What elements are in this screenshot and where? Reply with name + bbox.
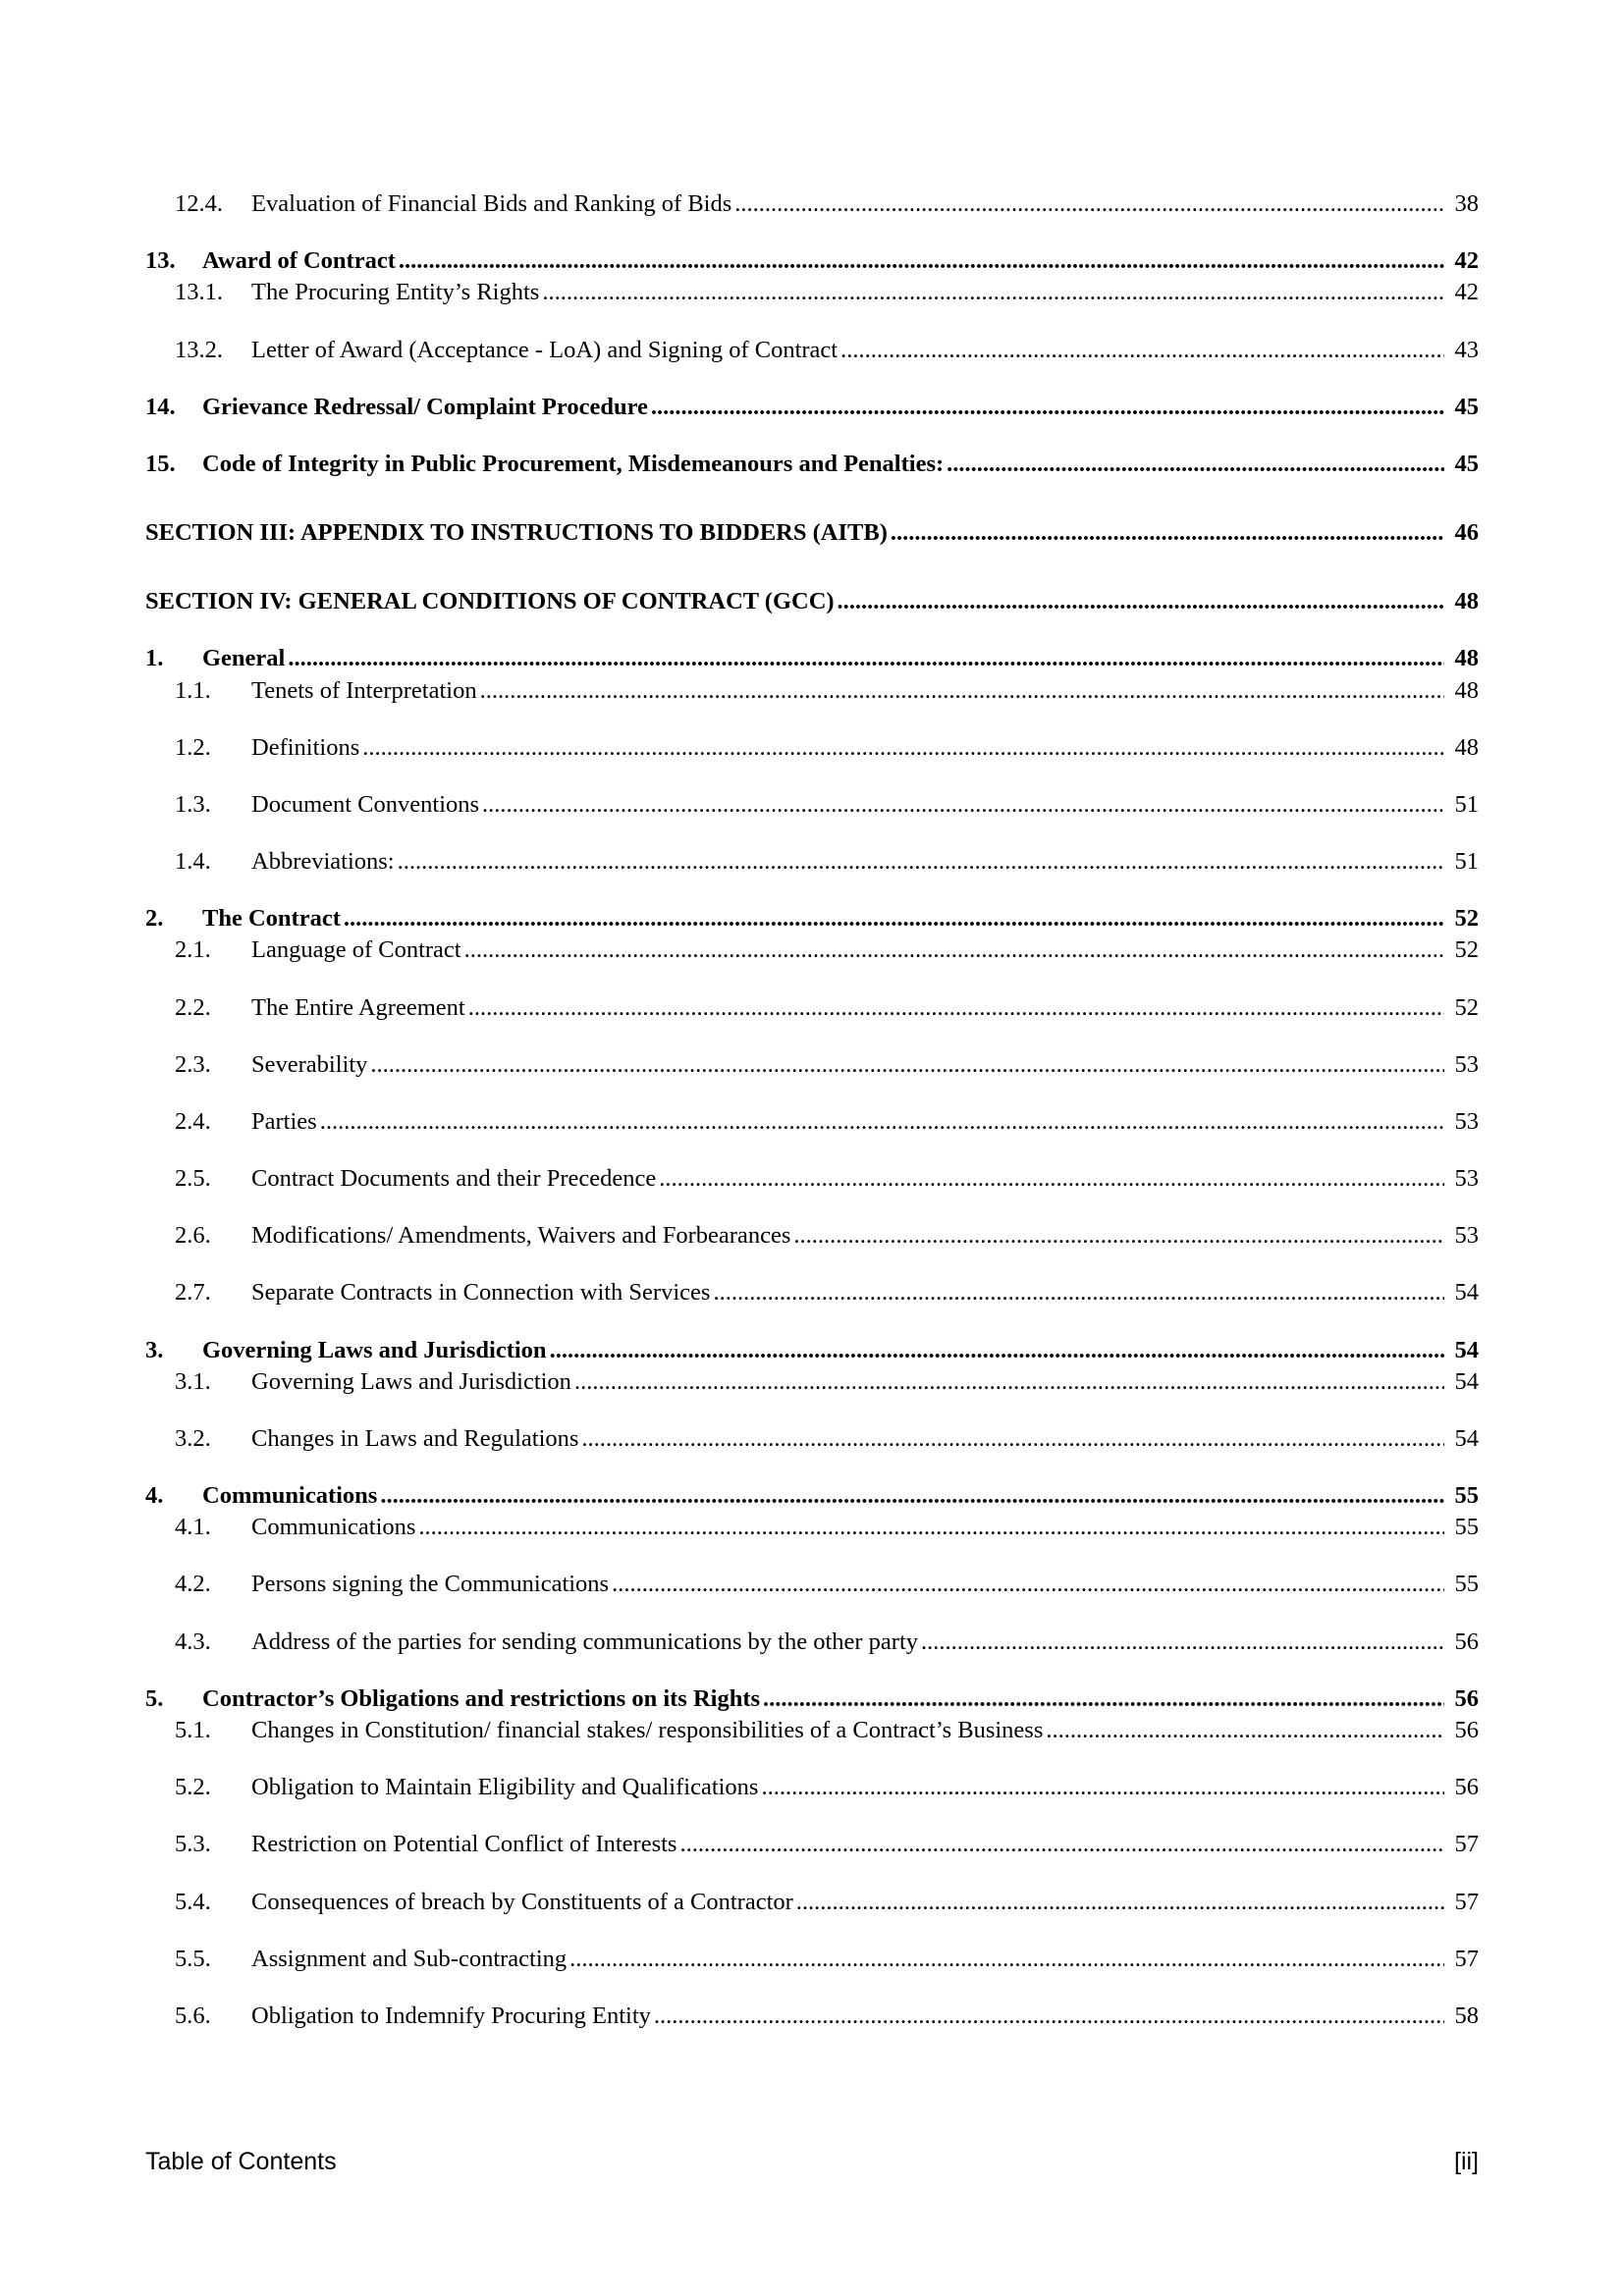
toc-leader-dots	[761, 1774, 1444, 1801]
toc-entry-title: Grievance Redressal/ Complaint Procedure	[202, 393, 648, 420]
toc-entry-title: SECTION IV: GENERAL CONDITIONS OF CONTRACT (GCC)	[145, 588, 835, 615]
toc-entry-page: 53	[1454, 1050, 1479, 1078]
toc-entry-title: Persons signing the Communications	[251, 1571, 610, 1598]
toc-entry-page: 56	[1454, 1628, 1479, 1655]
toc-entry-title: Obligation to Maintain Eligibility and Qualifications	[251, 1774, 759, 1801]
toc-leader-dots	[550, 1337, 1444, 1364]
toc-entry-page: 53	[1454, 1165, 1479, 1193]
toc-entry-number: 2.7.	[175, 1279, 211, 1307]
toc-entry-title: Parties	[251, 1107, 317, 1135]
toc-entry[interactable]	[145, 1629, 1479, 1656]
toc-leader-dots	[840, 337, 1444, 364]
toc-entry[interactable]	[145, 247, 1479, 275]
toc-entry-page: 58	[1454, 2002, 1479, 2029]
toc-leader-dots	[370, 1051, 1444, 1079]
toc-entry-number: 1.1.	[175, 676, 211, 704]
toc-entry-title: Abbreviations:	[251, 848, 395, 876]
toc-entry-page: 54	[1454, 1279, 1479, 1307]
toc-entry-page: 57	[1454, 1888, 1479, 1915]
toc-entry-number: 2.	[145, 905, 164, 933]
toc-entry-page: 54	[1454, 1336, 1479, 1363]
toc-entry-title: The Entire Agreement	[251, 993, 465, 1021]
toc-entry-number: 1.2.	[175, 733, 211, 761]
toc-entry-title: Award of Contract	[202, 247, 396, 275]
toc-entry[interactable]	[145, 677, 1479, 705]
toc-entry[interactable]	[145, 1108, 1479, 1136]
toc-entry[interactable]	[145, 2002, 1479, 2030]
toc-entry-title: Contractor’s Obligations and restrictions on its Rights	[202, 1684, 761, 1712]
toc-entry[interactable]	[145, 1337, 1479, 1364]
toc-entry-page: 42	[1454, 247, 1479, 275]
toc-leader-dots	[288, 645, 1444, 672]
toc-leader-dots	[796, 1889, 1444, 1916]
toc-entry-title: Governing Laws and Jurisdiction	[202, 1336, 547, 1363]
toc-leader-dots	[947, 451, 1444, 478]
toc-entry-page: 52	[1454, 905, 1479, 933]
toc-entry[interactable]	[145, 905, 1479, 933]
toc-entry-page: 46	[1454, 519, 1479, 547]
toc-entry-title: Obligation to Indemnify Procuring Entity	[251, 2002, 651, 2029]
toc-entry-number: 4.2.	[175, 1571, 211, 1598]
toc-entry[interactable]	[145, 1946, 1479, 1973]
toc-leader-dots	[651, 394, 1444, 421]
toc-entry-page: 45	[1454, 393, 1479, 420]
toc-leader-dots	[659, 1165, 1444, 1193]
toc-leader-dots	[679, 1831, 1444, 1858]
toc-entry-page: 45	[1454, 450, 1479, 477]
toc-entry[interactable]	[145, 1514, 1479, 1541]
toc-entry-title: Letter of Award (Acceptance - LoA) and Signing of Contract	[251, 336, 839, 363]
toc-entry-title: SECTION III: APPENDIX TO INSTRUCTIONS TO BIDDERS (AITB)	[145, 519, 888, 547]
toc-leader-dots	[734, 190, 1444, 218]
toc-entry-page: 52	[1454, 936, 1479, 964]
toc-entry[interactable]	[145, 1831, 1479, 1858]
toc-entry-title: Changes in Laws and Regulations	[251, 1424, 579, 1452]
toc-entry-number: 2.3.	[175, 1050, 211, 1078]
footer-left-label: Table of Contents	[145, 2148, 337, 2175]
toc-leader-dots	[380, 1482, 1444, 1510]
toc-entry[interactable]	[145, 1279, 1479, 1307]
toc-entry-title: Modifications/ Amendments, Waivers and Forbearances	[251, 1222, 791, 1250]
toc-entry-title: Tenets of Interpretation	[251, 676, 477, 704]
toc-entry-title: Changes in Constitution/ financial stakes/ responsibilities of a Contract’s Business	[251, 1716, 1044, 1743]
toc-entry-number: 3.2.	[175, 1424, 211, 1452]
toc-leader-dots	[763, 1685, 1444, 1713]
toc-entry[interactable]	[145, 394, 1479, 421]
toc-entry-number: 5.5.	[175, 1945, 211, 1972]
toc-entry-number: 2.5.	[175, 1165, 211, 1193]
toc-leader-dots	[838, 588, 1444, 615]
toc-entry-title: Contract Documents and their Precedence	[251, 1165, 657, 1193]
toc-entry-number: 1.3.	[175, 790, 211, 818]
toc-entry-title: General	[202, 645, 286, 672]
toc-entry-title: Assignment and Sub-contracting	[251, 1945, 568, 1972]
toc-entry-title: Communications	[251, 1514, 416, 1541]
toc-entry-number: 3.	[145, 1336, 164, 1363]
toc-entry[interactable]	[145, 1165, 1479, 1193]
toc-entry[interactable]	[145, 337, 1479, 364]
toc-entry[interactable]	[145, 588, 1479, 615]
page-footer	[145, 2148, 1479, 2176]
toc-entry-title: Restriction on Potential Conflict of Interests	[251, 1831, 677, 1858]
toc-entry[interactable]	[145, 994, 1479, 1022]
toc-entry-number: 3.1.	[175, 1367, 211, 1395]
toc-entry-number: 13.2.	[175, 336, 223, 363]
toc-entry[interactable]	[145, 848, 1479, 876]
toc-entry-title: Severability	[251, 1050, 368, 1078]
toc-entry-number: 1.4.	[175, 848, 211, 876]
toc-entry-page: 54	[1454, 1367, 1479, 1395]
table-of-contents	[145, 190, 1479, 2030]
toc-entry-page: 53	[1454, 1107, 1479, 1135]
toc-entry-title: Language of Contract	[251, 936, 461, 964]
toc-entry-page: 48	[1454, 676, 1479, 704]
toc-entry[interactable]	[145, 1571, 1479, 1598]
toc-leader-dots	[344, 905, 1444, 933]
toc-entry-page: 52	[1454, 993, 1479, 1021]
toc-entry[interactable]	[145, 451, 1479, 478]
toc-entry-number: 2.2.	[175, 993, 211, 1021]
toc-entry-title: Address of the parties for sending communications by the other party	[251, 1628, 919, 1655]
footer-page-number: [ii]	[1454, 2148, 1479, 2175]
toc-entry[interactable]	[145, 1717, 1479, 1744]
toc-entry-title: Separate Contracts in Connection with Services	[251, 1279, 711, 1307]
toc-entry-number: 15.	[145, 450, 176, 477]
toc-entry-number: 2.1.	[175, 936, 211, 964]
toc-leader-dots	[482, 791, 1444, 819]
toc-entry-page: 48	[1454, 645, 1479, 672]
toc-leader-dots	[581, 1425, 1444, 1453]
toc-entry[interactable]	[145, 1889, 1479, 1916]
toc-leader-dots	[399, 247, 1444, 275]
toc-entry[interactable]	[145, 1774, 1479, 1801]
toc-entry[interactable]	[145, 734, 1479, 762]
toc-entry-page: 56	[1454, 1716, 1479, 1743]
toc-entry[interactable]	[145, 190, 1479, 218]
toc-entry-title: Code of Integrity in Public Procurement, Misdemeanours and Penalties:	[202, 450, 945, 477]
toc-leader-dots	[468, 994, 1444, 1022]
toc-leader-dots	[921, 1629, 1444, 1656]
toc-entry-number: 5.2.	[175, 1774, 211, 1801]
toc-entry[interactable]	[145, 1482, 1479, 1510]
toc-entry[interactable]	[145, 936, 1479, 964]
toc-entry-page: 43	[1454, 336, 1479, 363]
toc-entry-page: 56	[1454, 1774, 1479, 1801]
toc-entry[interactable]	[145, 1222, 1479, 1250]
toc-entry[interactable]	[145, 1425, 1479, 1453]
toc-entry[interactable]	[145, 1051, 1479, 1079]
toc-entry-page: 57	[1454, 1945, 1479, 1972]
toc-entry-number: 5.3.	[175, 1831, 211, 1858]
toc-entry[interactable]	[145, 1685, 1479, 1713]
toc-entry[interactable]	[145, 791, 1479, 819]
toc-entry-number: 5.6.	[175, 2002, 211, 2029]
toc-entry[interactable]	[145, 279, 1479, 306]
toc-entry-page: 42	[1454, 279, 1479, 306]
toc-leader-dots	[654, 2002, 1444, 2030]
toc-entry-title: Communications	[202, 1482, 378, 1510]
toc-leader-dots	[320, 1108, 1444, 1136]
toc-entry-number: 4.	[145, 1482, 164, 1510]
toc-entry[interactable]	[145, 645, 1479, 672]
toc-leader-dots	[398, 848, 1444, 876]
toc-entry-number: 13.1.	[175, 279, 223, 306]
toc-leader-dots	[891, 519, 1444, 547]
toc-entry-number: 4.3.	[175, 1628, 211, 1655]
toc-entry-title: Definitions	[251, 733, 360, 761]
toc-entry-number: 2.6.	[175, 1222, 211, 1250]
toc-entry-page: 48	[1454, 588, 1479, 615]
toc-entry-page: 55	[1454, 1482, 1479, 1510]
toc-leader-dots	[569, 1946, 1444, 1973]
toc-leader-dots	[713, 1279, 1444, 1307]
toc-entry-title: The Procuring Entity’s Rights	[251, 279, 540, 306]
toc-entry-page: 55	[1454, 1571, 1479, 1598]
toc-entry-number: 4.1.	[175, 1514, 211, 1541]
toc-entry[interactable]	[145, 519, 1479, 547]
toc-entry-number: 5.4.	[175, 1888, 211, 1915]
toc-entry-page: 56	[1454, 1684, 1479, 1712]
toc-leader-dots	[480, 677, 1444, 705]
toc-entry-title: Governing Laws and Jurisdiction	[251, 1367, 571, 1395]
toc-leader-dots	[464, 936, 1444, 964]
toc-leader-dots	[1046, 1717, 1444, 1744]
toc-entry-page: 51	[1454, 848, 1479, 876]
toc-entry-page: 48	[1454, 733, 1479, 761]
toc-leader-dots	[418, 1514, 1444, 1541]
toc-entry-number: 1.	[145, 645, 164, 672]
toc-entry-title: Consequences of breach by Constituents of a Contractor	[251, 1888, 793, 1915]
toc-leader-dots	[362, 734, 1444, 762]
toc-entry-number: 14.	[145, 393, 176, 420]
toc-entry-page: 54	[1454, 1424, 1479, 1452]
toc-entry-number: 13.	[145, 247, 176, 275]
toc-entry[interactable]	[145, 1368, 1479, 1396]
toc-entry-title: Evaluation of Financial Bids and Ranking of Bids	[251, 190, 732, 217]
toc-entry-page: 55	[1454, 1514, 1479, 1541]
toc-leader-dots	[574, 1368, 1444, 1396]
toc-entry-number: 12.4.	[175, 190, 223, 217]
toc-entry-title: Document Conventions	[251, 790, 480, 818]
toc-entry-title: The Contract	[202, 905, 341, 933]
toc-leader-dots	[542, 279, 1444, 306]
toc-entry-number: 5.	[145, 1684, 164, 1712]
toc-entry-number: 2.4.	[175, 1107, 211, 1135]
toc-leader-dots	[612, 1571, 1444, 1598]
toc-entry-page: 53	[1454, 1222, 1479, 1250]
toc-entry-number: 5.1.	[175, 1716, 211, 1743]
toc-leader-dots	[793, 1222, 1444, 1250]
toc-entry-page: 38	[1454, 190, 1479, 217]
toc-entry-page: 51	[1454, 790, 1479, 818]
toc-entry-page: 57	[1454, 1831, 1479, 1858]
